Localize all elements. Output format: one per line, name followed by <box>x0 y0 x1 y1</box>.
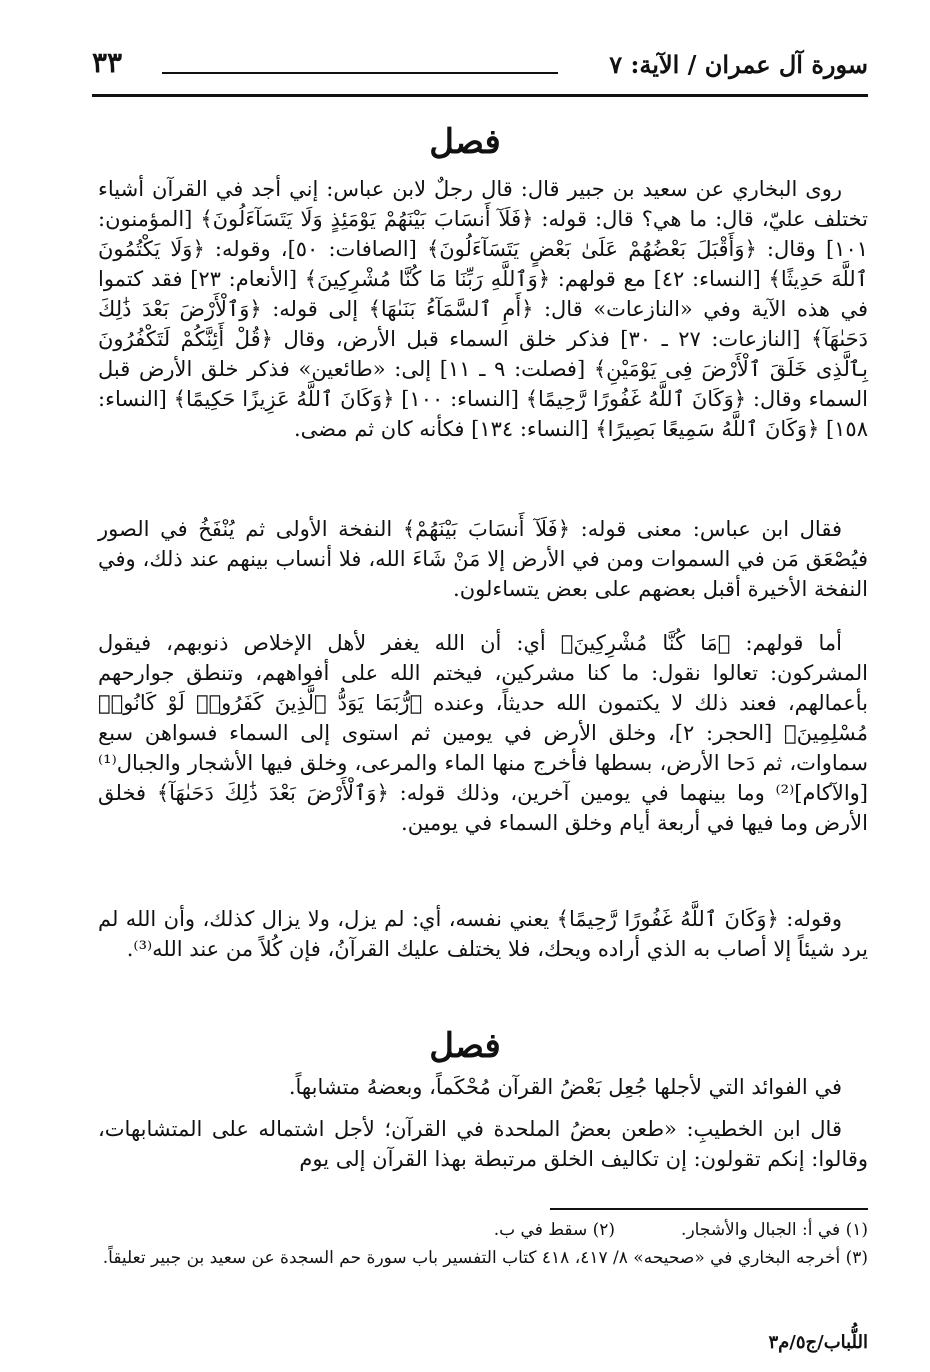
paragraph-2 <box>98 514 868 604</box>
paragraph-text: قال ابن الخطيبِ: «طعن بعضُ الملحدة في القرآن؛ لأجل اشتماله على المتشابهات، وقالوا: إنكم تقولون: إن تكاليف الخلق مرتبطة بهذا القرآن إلى يوم <box>98 1117 868 1171</box>
paragraph-text: في الفوائد التي لأجلها جُعِل بَعْضُ القرآن مُحْكَماً، وبعضهُ متشابهاً. <box>288 1075 842 1099</box>
footnote-separator <box>550 1208 868 1210</box>
page-header <box>92 42 868 97</box>
book-signature: اللُّباب/ج٥/م٣ <box>768 1332 868 1353</box>
page-number: ٣٣ <box>92 46 123 79</box>
footnote-2: (٢) سقط في ب. <box>493 1220 616 1240</box>
surah-verse-title: سورة آل عمران / الآية: ٧ <box>601 50 868 79</box>
paragraph-4 <box>98 904 868 964</box>
header-rule <box>162 72 558 74</box>
paragraph-6 <box>98 1114 868 1174</box>
footnotes <box>98 1216 868 1272</box>
section-heading-1: فصل <box>429 122 501 162</box>
paragraph-3 <box>98 628 868 838</box>
section-heading-2: فصل <box>429 1026 501 1066</box>
paragraph-1 <box>98 174 868 444</box>
paragraph-text: فقال ابن عباس: معنى قوله: ﴿فَلَآ أَنسَابَ بَيْنَهُمْ﴾ النفخة الأولى ثم يُنْفَخُ في الصور فيُصْعَق مَن في السموات ومن في الأرض إلا مَنْ شَاءَ الله، فلا أنساب بينهم عند ذلك، وفي النفخة الأخيرة أقبل بعضهم على بعض يتساءلون. <box>98 517 868 601</box>
paragraph-text: وقوله: ﴿وَكَانَ ٱللَّهُ غَفُورًا رَّحِيمًا﴾ يعني نفسه، أي: لم يزل، ولا يزال كذلك، وأن الله لم يرد شيئاً إلا أصاب به الذي أراده ويحك، فلا يختلف عليك القرآنُ، فإن كُلاً من عند الله⁽³⁾. <box>98 907 868 961</box>
paragraph-text: روى البخاري عن سعيد بن جبير قال: قال رجلٌ لابن عباس: إني أجد في القرآن أشياء تختلف عليّ، قال: ما هي؟ قال: قوله: ﴿فَلَآ أَنسَابَ بَيْنَهُمْ يَوْمَئِذٍ وَلَا يَتَسَآءَلُونَ﴾ [المؤمنون: ١٠١] وقال: ﴿وَأَقْبَلَ بَعْضُهُمْ عَلَىٰ بَعْضٍ يَتَسَآءَلُونَ﴾ [الصافات: ٥٠]، وقوله: ﴿وَلَا يَكْتُمُونَ ٱللَّهَ حَدِيثًا﴾ [النساء: ٤٢] مع قولهم: ﴿وَٱللَّهِ رَبِّنَا مَا كُنَّا مُشْرِكِينَ﴾ [الأنعام: ٢٣] فقد كتموا في هذه الآية وفي «النازعات» قال: ﴿أَمِ ٱلسَّمَآءُ بَنَىٰهَا﴾ إلى قوله: ﴿وَٱلْأَرْضَ بَعْدَ ذَٰلِكَ دَحَىٰهَآ﴾ [النازعات: ٢٧ ـ ٣٠] فذكر خلق السماء قبل الأرض، وقال ﴿قُلْ أَئِنَّكُمْ لَتَكْفُرُونَ بِٱلَّذِى خَلَقَ ٱلْأَرْضَ فِى يَوْمَيْنِ﴾ [فصلت: ٩ ـ ١١] إلى: «طائعين» فذكر خلق الأرض قبل السماء وقال: ﴿وَكَانَ ٱللَّهُ غَفُورًا رَّحِيمًا﴾ [النساء: ١٠٠] ﴿وَكَانَ ٱللَّهُ عَزِيزًا حَكِيمًا﴾ [النساء: ١٥٨] ﴿وَكَانَ ٱللَّهُ سَمِيعًا بَصِيرًا﴾ [النساء: ١٣٤] فكأنه كان ثم مضى. <box>98 177 869 441</box>
footnote-row <box>98 1216 868 1244</box>
paragraph-text: أما قولهم: ﴿مَا كُنَّا مُشْرِكِينَ﴾ أي: أن الله يغفر لأهل الإخلاص ذنوبهم، فيقول المشركون: تعالوا نقول: ما كنا مشركين، فيختم الله على أفواههم، وتنطق جوارحهم بأعمالهم، فعند ذلك لا يكتمون الله حديثاً، وعنده ﴿رُّبَمَا يَوَدُّ ٱلَّذِينَ كَفَرُوا۟ لَوْ كَانُوا۟ مُسْلِمِينَ﴾ [الحجر: ٢]، وخلق الأرض في يومين ثم استوى إلى السماء فسواهن سبع سماوات، ثم دَحا الأرض، بسطها فأخرج منها الماء والمرعى، وخلق فيها الأشجار والجبال⁽¹⁾ [والآكام]⁽²⁾ وما بينهما في يومين آخرين، وذلك قوله: ﴿وَٱلْأَرْضَ بَعْدَ ذَٰلِكَ دَحَىٰهَآ﴾ فخلق الأرض وما فيها في أربعة أيام وخلق السماء في يومين. <box>98 631 868 835</box>
footnote-3: (٣) أخرجه البخاري في «صحيحه» ٨/ ٤١٧، ٤١٨ كتاب التفسير باب سورة حم السجدة عن سعيد بن جبير تعليقاً. <box>102 1248 868 1268</box>
paragraph-5 <box>98 1072 868 1102</box>
footnote-1: (١) في أ: الجبال والأشجار. <box>681 1220 868 1240</box>
